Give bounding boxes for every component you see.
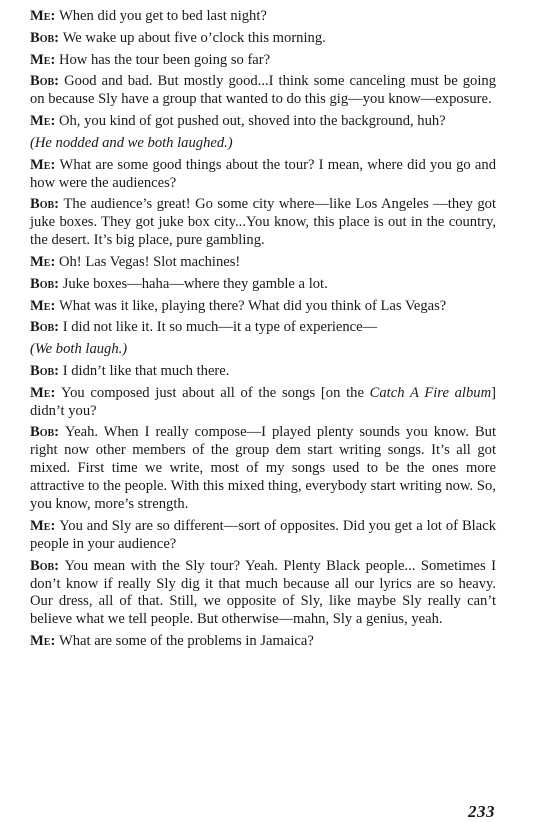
dialogue-text: The audience’s great! Go some city where—like Los Angeles —they got juke boxes. They got juke box city...You know, this place is out in the country, the desert. It’s big place, pure gambling. [30, 196, 496, 249]
dialogue-text: We wake up about five o’clock this morning. [62, 29, 326, 46]
speaker-label: Me: [30, 633, 56, 650]
speaker-label: Bob: [30, 362, 60, 379]
dialogue-line [30, 113, 496, 131]
speaker-label: Bob: [30, 424, 60, 441]
stage-direction-text: (He nodded and we both laughed.) [30, 134, 233, 151]
dialogue-text: Oh! Las Vegas! Slot machines! [58, 254, 241, 270]
speaker-label: Bob: [30, 557, 60, 574]
speaker-label: Me: [30, 8, 56, 24]
dialogue-line [30, 363, 496, 381]
dialogue-text: ] didn’t you? [30, 384, 496, 419]
speaker-label: Bob: [30, 196, 60, 213]
speaker-label: Me: [30, 156, 56, 173]
dialogue-text: Juke boxes—haha—where they gamble a lot. [62, 275, 328, 292]
dialogue-text: What are some of the problems in Jamaica? [58, 633, 314, 650]
dialogue-text: You composed just about all of the songs [on the [61, 384, 370, 401]
dialogue-line [30, 558, 496, 630]
dialogue-text: What are some good things about the tour? I mean, where did you go and how were the audiences? [30, 156, 496, 191]
speaker-label: Me: [30, 113, 56, 130]
dialogue-text: Yeah. When I really compose—I played plenty sounds you know. But right now other members of the group dem start writing songs. It’s all got mixed. First time we write, most of my songs used to be the ones more attractive to the people. With this mixed thing, everybody start writing now. So, you know, more’s strength. [30, 424, 496, 513]
dialogue-line [30, 424, 496, 514]
dialogue-text: You and Sly are so different—sort of opposites. Did you get a lot of Black people in your audience? [30, 517, 496, 552]
dialogue-line [30, 254, 496, 272]
speaker-label: Me: [30, 384, 56, 401]
speaker-label: Bob: [30, 319, 60, 336]
dialogue-line [30, 319, 496, 337]
stage-direction [30, 135, 496, 153]
stage-direction-text: (We both laugh.) [30, 341, 128, 358]
dialogue-line [30, 518, 496, 554]
dialogue-text: How has the tour been going so far? [58, 51, 271, 68]
dialogue-text: I did not like it. It so much—it a type of experience— [62, 319, 378, 336]
stage-direction [30, 341, 496, 359]
dialogue-text: Oh, you kind of got pushed out, shoved into the background, huh? [58, 113, 446, 130]
dialogue-line [30, 196, 496, 250]
dialogue-text: You mean with the Sly tour? Yeah. Plenty Black people... Sometimes I don’t know if really Sly dig it that much because all our lyrics are so heavy. Our dress, all of that. Still, we opposite of Sly, like maybe Sly really can’t believe what we tell people. But otherwise—mahn, Sly a genius, yeah. [30, 557, 496, 628]
speaker-label: Bob: [30, 73, 60, 90]
page-body [30, 8, 496, 655]
speaker-label: Bob: [30, 29, 60, 46]
dialogue-line [30, 276, 496, 294]
dialogue-line [30, 385, 496, 421]
dialogue-line [30, 633, 496, 651]
speaker-label: Me: [30, 51, 56, 68]
album-title: Catch A Fire album [369, 384, 492, 401]
dialogue-line [30, 298, 496, 316]
dialogue-line [30, 30, 496, 48]
speaker-label: Me: [30, 517, 56, 534]
dialogue-text: Good and bad. But mostly good...I think some canceling must be going on because Sly have a group that wanted to do this gig—you know—exposure. [30, 73, 497, 108]
dialogue-text: I didn’t like that much there. [62, 362, 230, 379]
dialogue-line [30, 73, 496, 109]
dialogue-line [30, 52, 496, 70]
dialogue-text: When did you get to bed last night? [58, 8, 267, 24]
speaker-label: Me: [30, 297, 56, 314]
speaker-label: Bob: [30, 275, 60, 292]
dialogue-line [30, 157, 496, 193]
speaker-label: Me: [30, 254, 56, 270]
dialogue-text: What was it like, playing there? What did you think of Las Vegas? [58, 297, 447, 314]
dialogue-line [30, 8, 496, 26]
page-number: 233 [468, 802, 495, 821]
